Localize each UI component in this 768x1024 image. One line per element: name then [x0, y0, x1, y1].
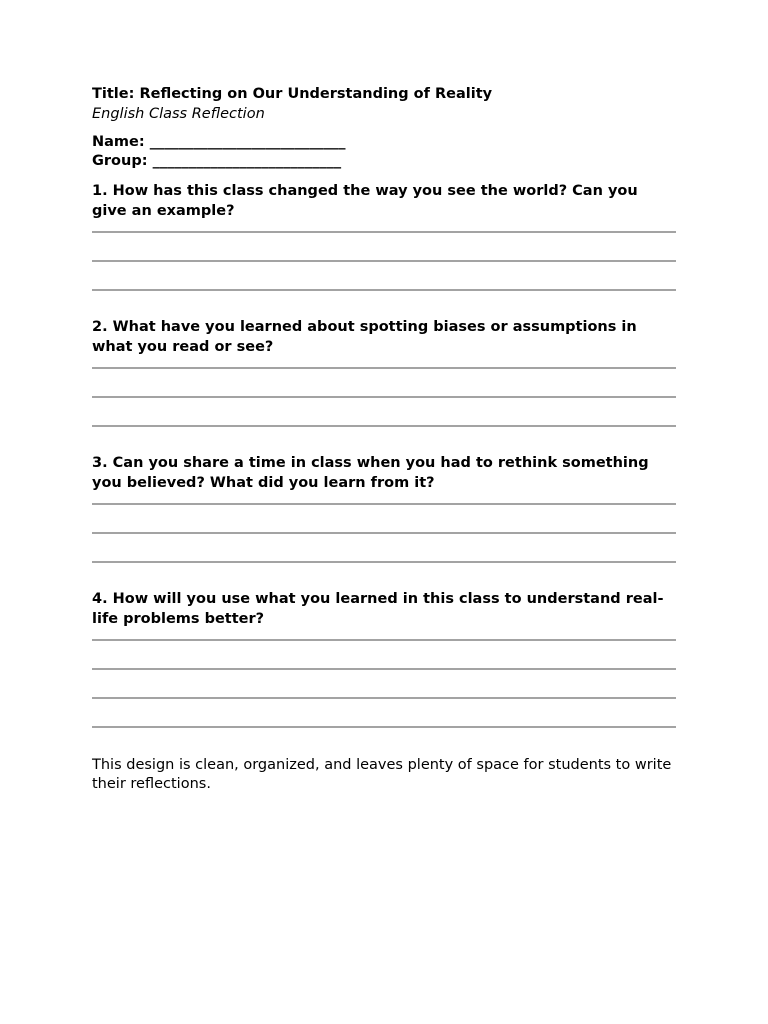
group-field[interactable]	[92, 152, 676, 171]
answer-area-3[interactable]	[92, 503, 676, 563]
question-4: 4. How will you use what you learned in this class to understand real-life problems better?	[92, 591, 664, 627]
group-blank: __________________________	[152, 153, 342, 169]
name-field[interactable]	[92, 133, 676, 152]
design-note: This design is clean, organized, and leaves plenty of space for students to write their reflections.	[92, 757, 672, 792]
group-label: Group:	[92, 153, 153, 169]
name-blank: ___________________________	[149, 134, 346, 150]
answer-line[interactable]	[92, 697, 676, 699]
answer-area-1[interactable]	[92, 231, 676, 291]
answer-line[interactable]	[92, 561, 676, 563]
question-1: 1. How has this class changed the way you see the world? Can you give an example?	[92, 183, 638, 219]
answer-line[interactable]	[92, 532, 676, 534]
worksheet-title: Title: Reflecting on Our Understanding of Reality	[92, 86, 493, 102]
answer-line[interactable]	[92, 639, 676, 641]
answer-line[interactable]	[92, 396, 676, 398]
answer-line[interactable]	[92, 367, 676, 369]
answer-line[interactable]	[92, 668, 676, 670]
student-info	[92, 133, 676, 171]
answer-line[interactable]	[92, 289, 676, 291]
worksheet-subtitle: English Class Reflection	[92, 106, 265, 122]
question-3: 3. Can you share a time in class when you had to rethink something you believed? What did you learn from it?	[92, 455, 649, 491]
answer-line[interactable]	[92, 503, 676, 505]
answer-area-2[interactable]	[92, 367, 676, 427]
answer-line[interactable]	[92, 726, 676, 728]
name-label: Name:	[92, 134, 150, 150]
answer-area-4[interactable]	[92, 639, 676, 728]
answer-line[interactable]	[92, 231, 676, 233]
answer-line[interactable]	[92, 425, 676, 427]
question-2: 2. What have you learned about spotting biases or assumptions in what you read or see?	[92, 319, 637, 355]
answer-line[interactable]	[92, 260, 676, 262]
worksheet-page	[92, 84, 676, 794]
